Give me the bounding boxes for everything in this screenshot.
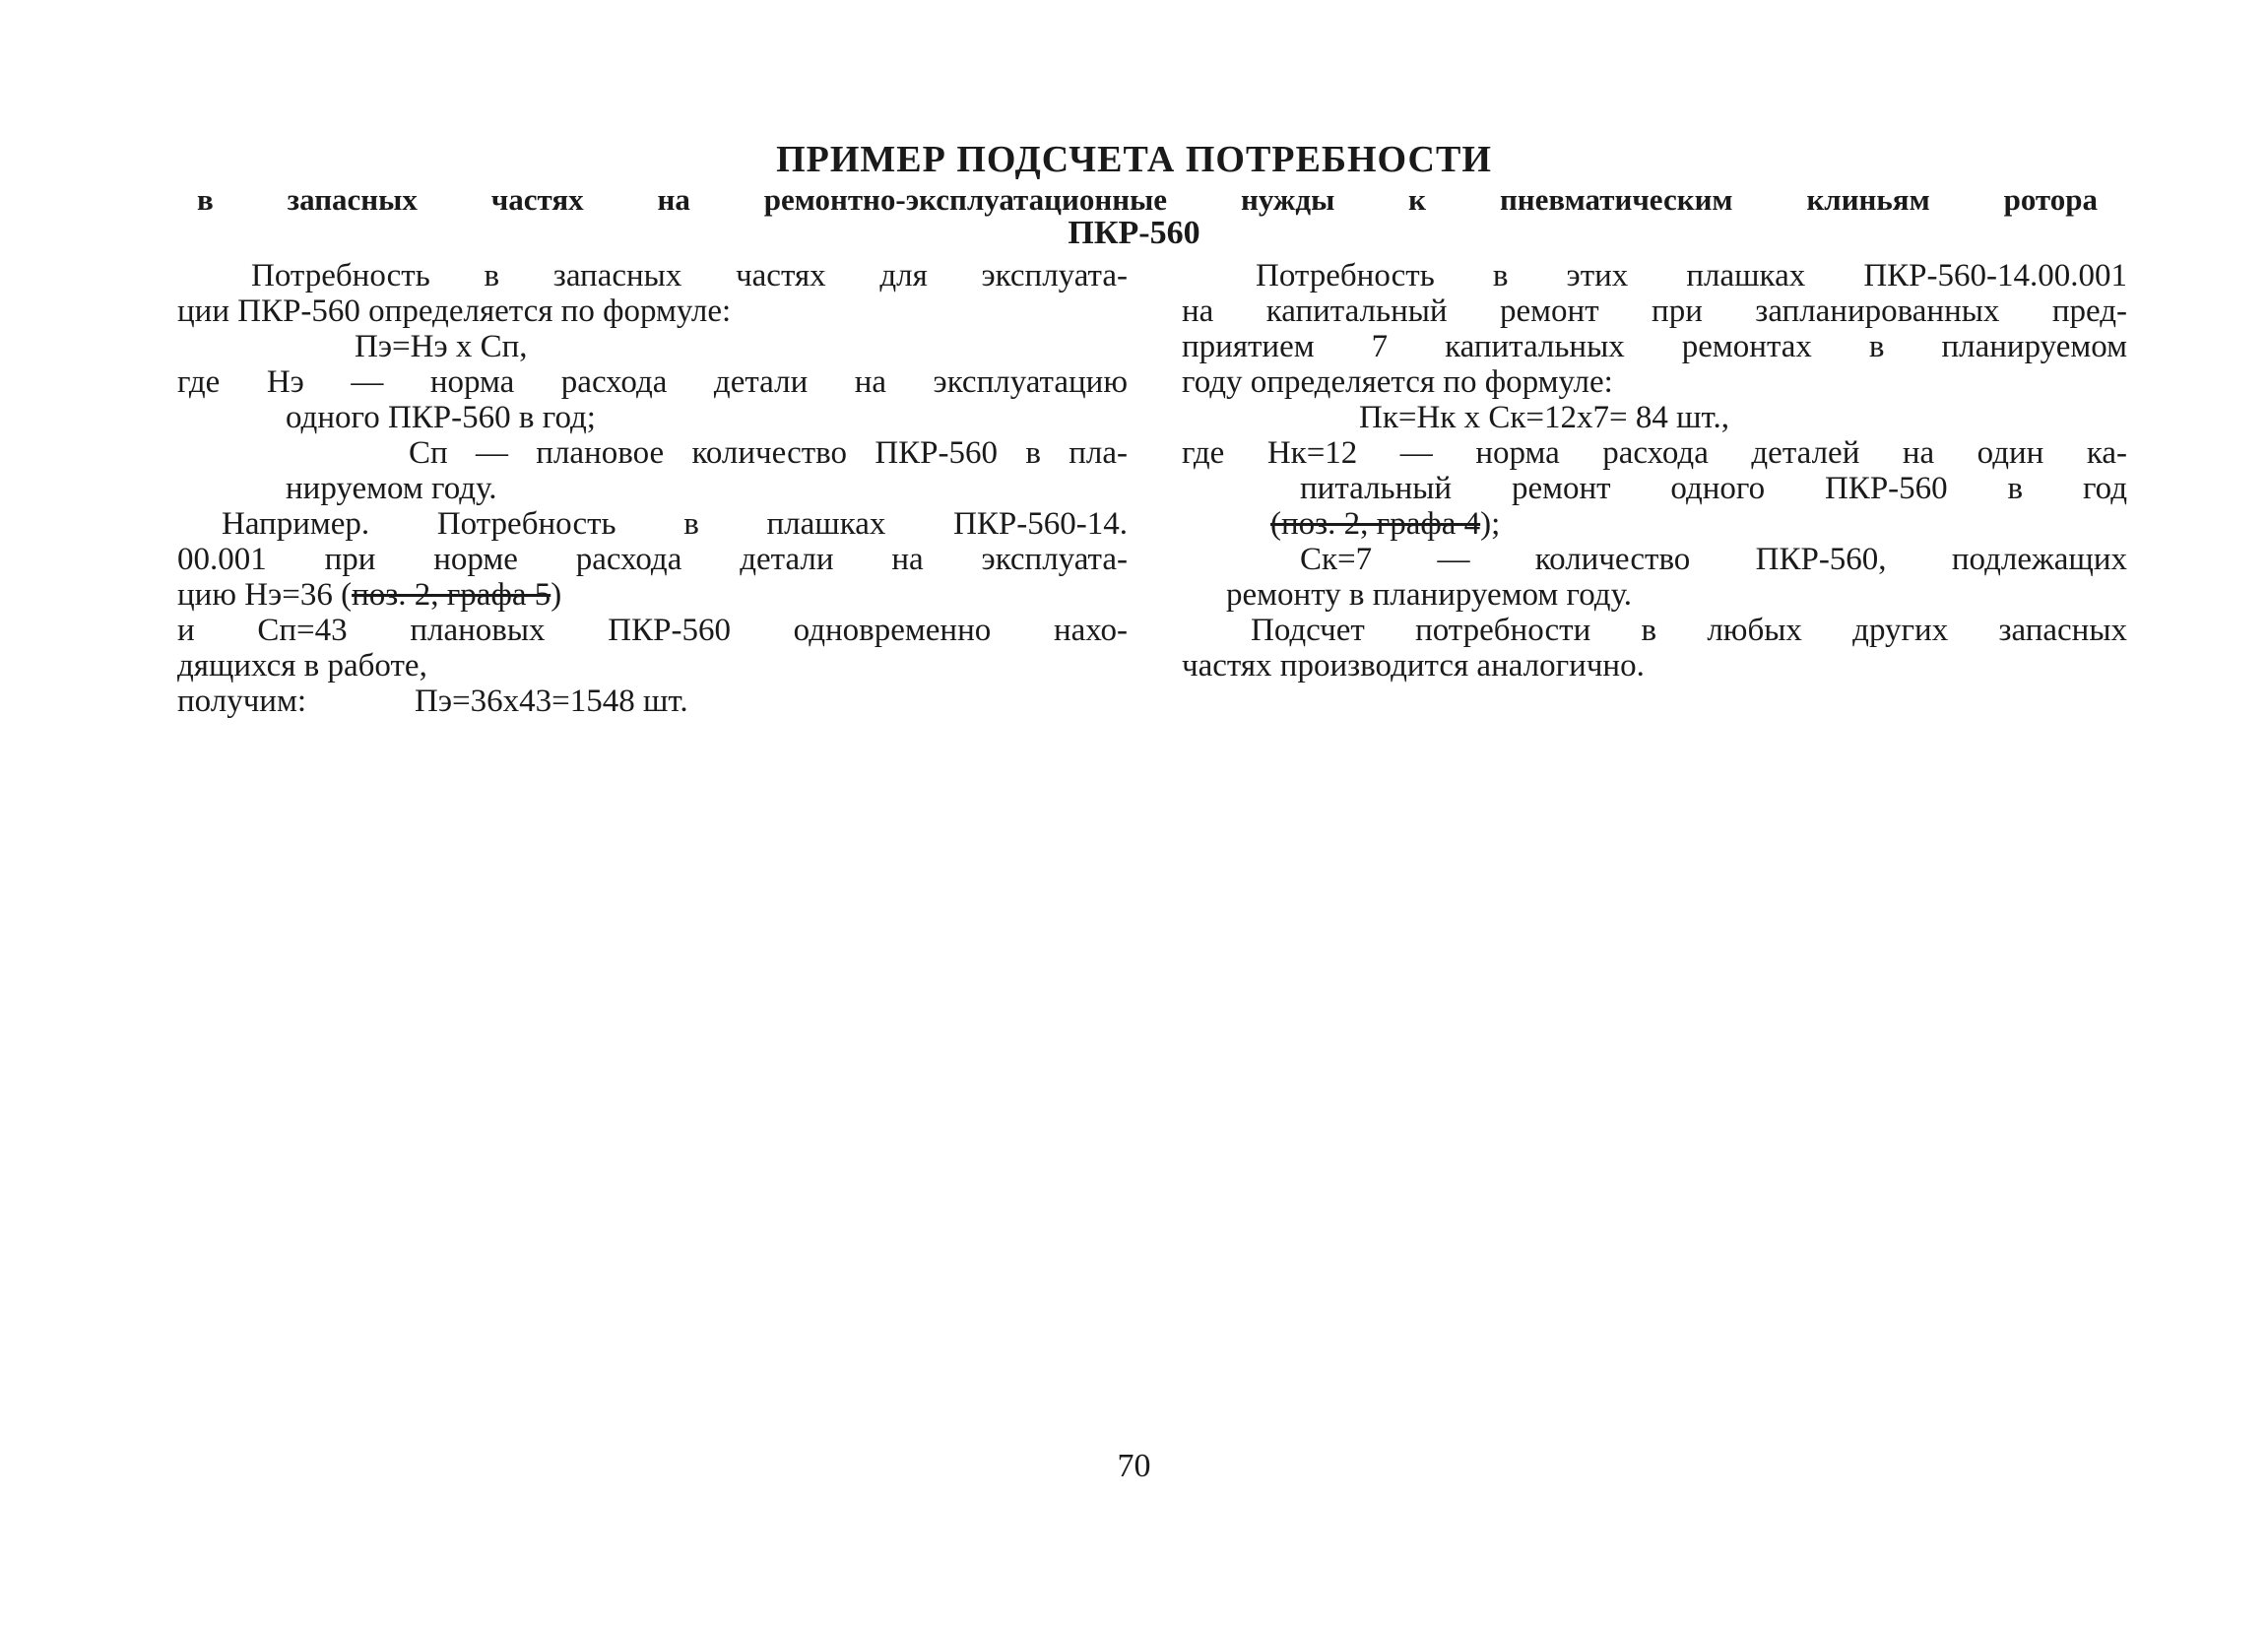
subtitle-word: ротора <box>2003 182 2098 217</box>
text-line: одного ПКР-560 в год; <box>286 400 596 435</box>
text-line: приятием 7 капитальных ремонтах в планируемом <box>1182 329 2127 364</box>
page-subtitle <box>197 182 2098 218</box>
text-line: нируемом году. <box>286 471 497 506</box>
text-fragment: ) <box>551 577 562 613</box>
subtitle-word: на <box>657 182 690 217</box>
text-line: Подсчет потребности в любых других запасных <box>1251 613 2127 648</box>
left-column <box>177 258 1128 719</box>
text-line: и Сп=43 плановых ПКР-560 одновременно нахо- <box>177 613 1128 648</box>
text-line <box>177 577 1128 613</box>
formula-result: Пэ=36х43=1548 шт. <box>415 684 688 719</box>
text-fragment: получим: <box>177 684 307 719</box>
text-line: Потребность в этих плашках ПКР-560-14.00.001 <box>1256 258 2127 293</box>
formula-line: Пк=Нк х Ск=12х7= 84 шт., <box>1359 400 1729 435</box>
struck-reference: поз. 2, графа 5 <box>352 577 551 613</box>
text-line: Например. Потребность в плашках ПКР-560-14. <box>222 506 1128 542</box>
subtitle-word: нужды <box>1240 182 1335 217</box>
subtitle-word: к <box>1408 182 1427 217</box>
text-line: Сп — плановое количество ПКР-560 в пла- <box>409 435 1128 471</box>
text-line <box>1182 506 2127 542</box>
page-subtitle-line2: ПКР-560 <box>1068 215 1200 251</box>
formula-line <box>177 684 1128 719</box>
text-line: ции ПКР-560 определяется по формуле: <box>177 293 732 329</box>
text-line: ремонту в планируемом году. <box>1226 577 1633 613</box>
text-fragment: ); <box>1480 506 1501 542</box>
subtitle-word: ремонтно-эксплуатационные <box>763 182 1168 217</box>
text-fragment: цию Нэ=36 ( <box>177 577 353 613</box>
page-number: 70 <box>1117 1448 1151 1484</box>
text-line: Потребность в запасных частях для эксплуата- <box>251 258 1128 293</box>
text-line: питальный ремонт одного ПКР-560 в год <box>1300 471 2127 506</box>
text-line: Ск=7 — количество ПКР-560, подлежащих <box>1300 542 2127 577</box>
subtitle-word: частях <box>490 182 584 217</box>
text-line: 00.001 при норме расхода детали на эксплуата- <box>177 542 1128 577</box>
subtitle-word: пневматическим <box>1499 182 1733 217</box>
formula-line: Пэ=Нэ х Сп, <box>355 329 528 364</box>
text-line: на капитальный ремонт при запланированных пред- <box>1182 293 2127 329</box>
subtitle-word: клиньям <box>1806 182 1930 217</box>
text-line: где Нк=12 — норма расхода деталей на один ка- <box>1182 435 2127 471</box>
text-line: где Нэ — норма расхода детали на эксплуатацию <box>177 364 1128 400</box>
subtitle-word: запасных <box>287 182 418 217</box>
right-column <box>1182 258 2127 684</box>
text-line: частях производится аналогично. <box>1182 648 1645 684</box>
text-line: году определяется по формуле: <box>1182 364 1613 400</box>
text-line: дящихся в работе, <box>177 648 427 684</box>
struck-reference: (поз. 2, графа 4 <box>1270 506 1481 542</box>
page-title: ПРИМЕР ПОДСЧЕТА ПОТРЕБНОСТИ <box>776 139 1492 180</box>
subtitle-word: в <box>197 182 214 217</box>
